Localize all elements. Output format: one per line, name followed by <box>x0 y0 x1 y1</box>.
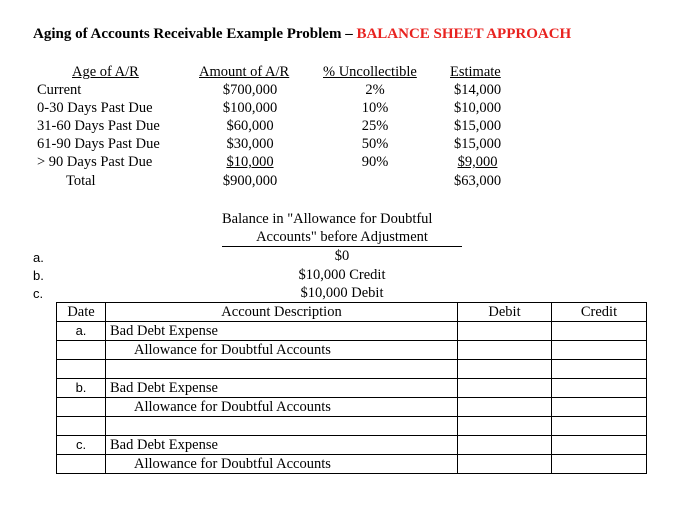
table-row <box>57 322 647 341</box>
case-balance: $0 <box>334 248 350 264</box>
debit-cell[interactable] <box>458 322 552 341</box>
title-main: Aging of Accounts Receivable Example Problem – <box>33 26 357 42</box>
credit-cell[interactable] <box>552 417 647 436</box>
total-label: Total <box>66 173 96 189</box>
row-estimate: $9,000 <box>457 154 498 170</box>
case-letter: c. <box>33 286 44 301</box>
header-amount: Amount of A/R <box>199 64 290 80</box>
row-estimate: $15,000 <box>453 136 502 152</box>
row-estimate: $10,000 <box>453 100 502 116</box>
journal-header-description: Account Description <box>106 303 458 322</box>
entry-date: b. <box>57 379 106 398</box>
entry-date: a. <box>57 322 106 341</box>
credit-cell[interactable] <box>552 455 647 474</box>
header-pct-uncollectible: % Uncollectible <box>323 64 417 80</box>
credit-account: Allowance for Doubtful Accounts <box>106 455 458 474</box>
credit-cell[interactable] <box>552 379 647 398</box>
table-row <box>57 417 647 436</box>
row-age-label: 0-30 Days Past Due <box>37 100 153 116</box>
row-age-label: 31-60 Days Past Due <box>37 118 160 134</box>
table-row <box>57 341 647 360</box>
title-highlight: BALANCE SHEET APPROACH <box>356 26 572 42</box>
row-pct: 90% <box>361 154 389 170</box>
credit-cell[interactable] <box>552 436 647 455</box>
table-row <box>57 360 647 379</box>
journal-header-row <box>57 303 647 322</box>
row-pct: 2% <box>365 82 385 98</box>
table-row <box>57 398 647 417</box>
row-amount: $700,000 <box>222 82 278 98</box>
row-age-label: 61-90 Days Past Due <box>37 136 160 152</box>
credit-cell[interactable] <box>552 341 647 360</box>
row-amount: $30,000 <box>226 136 274 152</box>
header-age: Age of A/R <box>72 64 139 80</box>
header-estimate: Estimate <box>450 64 501 80</box>
row-estimate: $15,000 <box>453 118 502 134</box>
debit-cell[interactable] <box>458 455 552 474</box>
credit-cell[interactable] <box>552 322 647 341</box>
debit-cell[interactable] <box>458 398 552 417</box>
row-age-label: > 90 Days Past Due <box>37 154 153 170</box>
row-amount: $60,000 <box>226 118 274 134</box>
row-age-label: Current <box>37 82 82 98</box>
journal-table <box>56 302 647 474</box>
journal-header-date: Date <box>57 303 106 322</box>
row-pct: 50% <box>361 136 389 152</box>
case-letter: a. <box>33 250 44 265</box>
table-row <box>57 436 647 455</box>
debit-cell[interactable] <box>458 341 552 360</box>
credit-account: Allowance for Doubtful Accounts <box>106 398 458 417</box>
case-balance: $10,000 Credit <box>298 267 386 283</box>
credit-cell[interactable] <box>552 360 647 379</box>
credit-cell[interactable] <box>552 398 647 417</box>
debit-cell[interactable] <box>458 417 552 436</box>
row-estimate: $14,000 <box>453 82 502 98</box>
case-balance: $10,000 Debit <box>300 285 384 301</box>
row-pct: 10% <box>361 100 389 116</box>
debit-account: Bad Debt Expense <box>106 436 458 455</box>
total-amount: $900,000 <box>222 173 278 189</box>
journal-header-credit: Credit <box>552 303 647 322</box>
row-amount: $100,000 <box>222 100 278 116</box>
entry-date: c. <box>57 436 106 455</box>
page-title <box>33 26 571 43</box>
allowance-heading-line1: Balance in "Allowance for Doubtful <box>222 211 433 227</box>
allowance-heading-line2: Accounts" before Adjustment <box>222 229 462 247</box>
table-row <box>57 455 647 474</box>
row-pct: 25% <box>361 118 389 134</box>
total-estimate: $63,000 <box>453 173 502 189</box>
table-row <box>57 379 647 398</box>
case-letter: b. <box>33 268 44 283</box>
journal-header-debit: Debit <box>458 303 552 322</box>
debit-account: Bad Debt Expense <box>106 379 458 398</box>
debit-cell[interactable] <box>458 436 552 455</box>
debit-account: Bad Debt Expense <box>106 322 458 341</box>
row-amount: $10,000 <box>226 154 274 170</box>
debit-cell[interactable] <box>458 379 552 398</box>
credit-account: Allowance for Doubtful Accounts <box>106 341 458 360</box>
debit-cell[interactable] <box>458 360 552 379</box>
